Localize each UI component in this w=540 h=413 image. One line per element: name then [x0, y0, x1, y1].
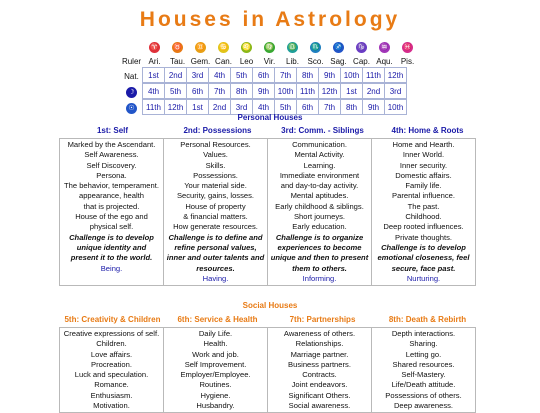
house-table — [120, 68, 419, 116]
sign-abbr: Tau. — [169, 56, 186, 66]
house-keyword: Informing. — [302, 273, 337, 283]
house-description-line: Depth interactions. — [391, 329, 456, 338]
house-description-line: Employer/Employee. — [180, 370, 251, 380]
house-cell: 7th — [208, 83, 231, 99]
sign-abbr: Pis. — [400, 56, 415, 66]
house-box — [371, 327, 476, 413]
house-description-line: Significant Others. — [288, 390, 351, 400]
house-cell: 12th — [164, 99, 187, 115]
sign-symbol-cell — [304, 40, 327, 54]
sign-abbr: Ari. — [148, 56, 161, 66]
sign-abbr: Cap. — [353, 56, 370, 66]
sign-abbr: Can. — [215, 56, 232, 66]
house-cell: 9th — [252, 83, 275, 99]
house-description-line: The past. — [407, 201, 440, 211]
sign-symbol-row — [120, 40, 419, 54]
house-cell: 2nd — [208, 99, 231, 115]
house-description-line: Self Improvement. — [184, 359, 247, 369]
house-cell: 4th — [142, 83, 165, 99]
house-description-line: Self-Mastery. — [401, 370, 446, 380]
sign-symbol-cell — [212, 40, 235, 54]
house-cell: 3rd — [230, 99, 253, 115]
house-cell: 2nd — [164, 67, 187, 83]
house-cell: 10th — [340, 67, 363, 83]
house-description-line: Mental aptitudes. — [290, 191, 349, 201]
house-cell: 3rd — [186, 67, 209, 83]
house-box — [59, 138, 164, 286]
page-title: Houses in Astrology — [139, 8, 401, 31]
house-box — [267, 138, 372, 286]
house-keyword: Having. — [202, 273, 229, 283]
house-description-line: Home and Hearth. — [392, 140, 455, 149]
house-description-line: Shared resources. — [392, 359, 455, 369]
house-description-line: Inner World. — [402, 150, 445, 160]
house-description-line: House of property — [185, 201, 246, 211]
house-heading: 1st: Self — [96, 126, 129, 135]
house-description-line: Sharing. — [409, 339, 438, 349]
house-cell: 6th — [296, 99, 319, 115]
house-heading: 2nd: Possessions — [183, 126, 252, 135]
house-cell: 9th — [362, 99, 385, 115]
sign-symbol-cell — [350, 40, 373, 54]
house-cell: 9th — [318, 67, 341, 83]
house-description-line: Possessions. — [193, 170, 238, 180]
house-cell: 11th — [362, 67, 385, 83]
zodiac-sign-icon: ♍ — [265, 43, 274, 51]
house-challenge: Challenge is to organize experiences to become unique and then to present them to others. — [270, 232, 369, 273]
house-cell: 11th — [296, 83, 319, 99]
house-description-line: Relationships. — [295, 339, 344, 349]
house-keyword: Nurturing. — [406, 273, 441, 283]
house-description-line: Romance. — [94, 380, 129, 390]
house-box — [59, 327, 164, 413]
house-box — [163, 138, 268, 286]
house-box — [371, 138, 476, 286]
house-description-line: Security, gains, losses. — [176, 191, 255, 201]
house-description-line: Love affairs. — [90, 349, 133, 359]
house-cell: 8th — [296, 67, 319, 83]
house-cell: 11th — [142, 99, 165, 115]
natal-row — [120, 68, 419, 84]
house-cell: 10th — [384, 99, 407, 115]
sun-icon: ☉ — [126, 103, 137, 114]
sign-symbol-cell — [143, 40, 166, 54]
house-description-line: and day-to-day activity. — [280, 181, 359, 191]
sign-abbr: Leo — [239, 56, 254, 66]
house-description-line: Persona. — [96, 170, 127, 180]
sign-abbr: Gem. — [190, 56, 211, 66]
house-description-line: Early childhood & siblings. — [275, 201, 364, 211]
house-description-line: Letting go. — [405, 349, 442, 359]
house-description-line: Marriage partner. — [290, 349, 349, 359]
house-cell: 2nd — [362, 83, 385, 99]
house-cell: 1st — [186, 99, 209, 115]
house-cell: 6th — [252, 67, 275, 83]
house-box — [267, 327, 372, 413]
zodiac-sign-icon: ♐ — [334, 43, 343, 51]
house-description-line: Marked by the Ascendant. — [67, 140, 156, 149]
house-heading: 7th: Partnerships — [289, 315, 356, 324]
house-description-line: How generate resources. — [173, 222, 258, 232]
house-keyword: Being. — [100, 263, 123, 273]
house-description-line: Routines. — [199, 380, 232, 390]
house-box — [163, 327, 268, 413]
zodiac-sign-icon: ♓ — [403, 43, 412, 51]
house-description-line: Family life. — [405, 181, 442, 191]
sign-symbol-cell — [327, 40, 350, 54]
house-challenge: Challenge is to develop unique identity and present it to the world. — [69, 232, 154, 263]
house-description-line: Children. — [96, 339, 127, 349]
social-houses-title: Social Houses — [242, 301, 298, 310]
house-description-line: Early education. — [292, 222, 347, 232]
house-cell: 5th — [274, 99, 297, 115]
house-cell: 5th — [230, 67, 253, 83]
zodiac-sign-icon: ♉ — [173, 43, 182, 51]
house-description-line: Private thoughts. — [395, 232, 452, 242]
zodiac-sign-icon: ♎ — [288, 43, 297, 51]
zodiac-sign-icon: ♊ — [196, 43, 205, 51]
house-description-line: that is projected. — [83, 201, 140, 211]
house-description-line: Your material side. — [184, 181, 247, 191]
zodiac-sign-icon: ♑ — [357, 43, 366, 51]
sign-symbol-cell — [235, 40, 258, 54]
ruler-label: Ruler — [121, 56, 142, 66]
house-description-line: physical self. — [89, 222, 134, 232]
house-heading: 8th: Death & Rebirth — [388, 315, 467, 324]
house-description-line: Health. — [203, 339, 228, 349]
house-description-line: Procreation. — [91, 359, 132, 369]
house-cell: 1st — [142, 67, 165, 83]
personal-houses-boxes — [60, 138, 480, 286]
sign-abbr: Lib. — [286, 56, 299, 66]
personal-headings — [60, 126, 480, 135]
house-cell: 4th — [208, 67, 231, 83]
house-heading: 3rd: Comm. - Siblings — [281, 126, 364, 135]
personal-houses-title: Personal Houses — [237, 113, 303, 122]
house-cell: 3rd — [384, 83, 407, 99]
social-headings — [60, 315, 480, 324]
house-description-line: Husbandry. — [196, 401, 235, 411]
house-description-line: Deep awareness. — [393, 401, 454, 411]
house-heading: 6th: Service & Health — [177, 315, 258, 324]
house-cell: 8th — [230, 83, 253, 99]
house-description-line: Self Awareness. — [84, 150, 139, 160]
sign-symbol-cell — [396, 40, 419, 54]
house-description-line: Daily Life. — [198, 329, 233, 338]
house-heading: 5th: Creativity & Children — [64, 315, 161, 324]
ruler-row — [120, 54, 419, 68]
house-cell: 12th — [384, 67, 407, 83]
house-description-line: Contracts. — [302, 370, 337, 380]
house-description-line: Personal Resources. — [180, 140, 251, 149]
house-description-line: Learning. — [303, 160, 336, 170]
house-description-line: Hygiene. — [200, 390, 231, 400]
moon-icon: ☽ — [126, 87, 137, 98]
sign-symbol-cell — [258, 40, 281, 54]
house-description-line: Values. — [203, 150, 228, 160]
house-description-line: Communication. — [292, 140, 347, 149]
house-cell: 8th — [340, 99, 363, 115]
house-description-line: Awareness of others. — [283, 329, 356, 338]
social-houses-boxes — [60, 327, 480, 413]
house-description-line: & financial matters. — [183, 212, 248, 222]
house-description-line: appearance, health — [78, 191, 145, 201]
house-description-line: Work and job. — [192, 349, 239, 359]
house-description-line: Immediate environment — [279, 170, 360, 180]
zodiac-sign-icon: ♒ — [380, 43, 389, 51]
house-challenge: Challenge is to define and refine personal values, inner and outer talents and resources. — [166, 232, 265, 273]
house-challenge: Challenge is to develop emotional closeness, feel secure, face past. — [377, 242, 470, 273]
sign-symbol-cell — [166, 40, 189, 54]
house-cell: 4th — [252, 99, 275, 115]
sign-abbr: Sco. — [307, 56, 324, 66]
sign-abbr: Aqu. — [376, 56, 393, 66]
house-description-line: Self Discovery. — [86, 160, 137, 170]
sign-symbol-cell — [281, 40, 304, 54]
house-cell: 6th — [186, 83, 209, 99]
sign-symbol-cell — [373, 40, 396, 54]
house-description-line: Short journeys. — [293, 212, 346, 222]
house-description-line: Creative expressions of self. — [63, 329, 160, 338]
house-description-line: Luck and speculation. — [74, 370, 149, 380]
house-cell: 1st — [340, 83, 363, 99]
zodiac-sign-icon: ♏ — [311, 43, 320, 51]
house-description-line: Enthusiasm. — [90, 390, 133, 400]
house-description-line: Deep rooted influences. — [383, 222, 464, 232]
house-cell: 7th — [274, 67, 297, 83]
house-description-line: Skills. — [205, 160, 226, 170]
house-description-line: Mental Activity. — [294, 150, 345, 160]
moon-row — [120, 84, 419, 100]
zodiac-sign-icon: ♈ — [150, 43, 159, 51]
house-description-line: House of the ego and — [75, 212, 148, 222]
house-description-line: Business partners. — [288, 359, 351, 369]
house-description-line: Joint endeavors. — [291, 380, 348, 390]
house-heading: 4th: Home & Roots — [391, 126, 464, 135]
zodiac-sign-icon: ♌ — [242, 43, 251, 51]
house-description-line: Childhood. — [405, 212, 442, 222]
house-cell: 10th — [274, 83, 297, 99]
sign-abbr: Vir. — [263, 56, 276, 66]
house-description-line: Social awareness. — [288, 401, 351, 411]
house-cell: 12th — [318, 83, 341, 99]
sign-abbr: Sag. — [330, 56, 347, 66]
zodiac-sign-icon: ♋ — [219, 43, 228, 51]
house-description-line: Life/Death attitude. — [391, 380, 456, 390]
house-cell: 7th — [318, 99, 341, 115]
zodiac-house-grid — [120, 40, 419, 116]
house-description-line: The behavior, temperament. — [64, 181, 159, 191]
house-description-line: Parental influence. — [392, 191, 455, 201]
natal-label: Nat. — [124, 71, 139, 81]
sign-symbol-cell — [189, 40, 212, 54]
house-description-line: Domestic affairs. — [395, 170, 452, 180]
house-description-line: Motivation. — [93, 401, 130, 411]
house-description-line: Inner security. — [399, 160, 448, 170]
house-cell: 5th — [164, 83, 187, 99]
house-description-line: Possessions of others. — [385, 390, 462, 400]
